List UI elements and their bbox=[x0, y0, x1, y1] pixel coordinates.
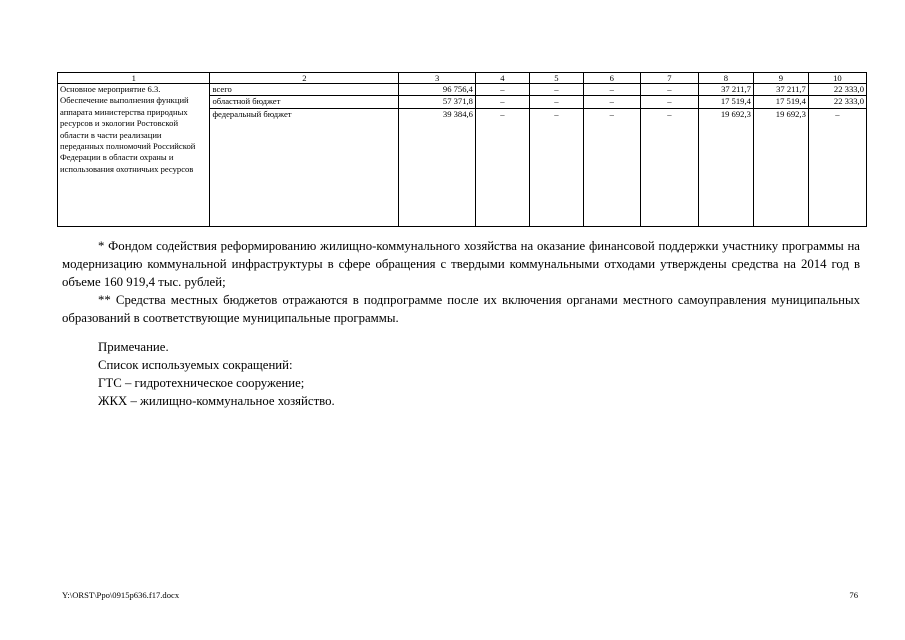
total-cell: 96 756,4 bbox=[399, 84, 476, 96]
footnote-2: ** Средства местных бюджетов отражаются в подпрограмме после их включения органами местного самоуправления муниципальных образований в соответствующие муниципальные программы. bbox=[62, 293, 860, 325]
year-cell: – bbox=[583, 84, 640, 96]
year-cell: – bbox=[529, 84, 583, 96]
column-header: 8 bbox=[698, 73, 753, 84]
column-header: 2 bbox=[210, 73, 399, 84]
remarks-title: Примечание. bbox=[98, 340, 169, 354]
year-cell: – bbox=[529, 108, 583, 226]
year-cell: – bbox=[640, 108, 698, 226]
abbreviation-item: ЖКХ – жилищно-коммунальное хозяйство. bbox=[98, 394, 335, 408]
year-cell: 37 211,7 bbox=[698, 84, 753, 96]
abbreviations-title: Список используемых сокращений: bbox=[98, 358, 293, 372]
year-cell: – bbox=[475, 84, 529, 96]
year-cell: – bbox=[475, 96, 529, 108]
total-cell: 57 371,8 bbox=[399, 96, 476, 108]
year-cell: 19 692,3 bbox=[753, 108, 808, 226]
year-cell: 17 519,4 bbox=[753, 96, 808, 108]
column-header: 4 bbox=[475, 73, 529, 84]
year-cell: 37 211,7 bbox=[753, 84, 808, 96]
footnote-1: * Фондом содействия реформированию жилищно-коммунального хозяйства на оказание финансовой поддержки участнику программы на модернизацию коммунальной инфраструктуры в сфере обращения с твердыми коммунальными отходами утверждены средства на 2014 год в объеме 160 919,4 тыс. рублей; bbox=[62, 239, 860, 289]
budget-table bbox=[57, 72, 867, 227]
year-cell: 17 519,4 bbox=[698, 96, 753, 108]
column-header: 7 bbox=[640, 73, 698, 84]
column-header: 5 bbox=[529, 73, 583, 84]
year-cell: 19 692,3 bbox=[698, 108, 753, 226]
table-row bbox=[58, 84, 867, 96]
abbreviation-item: ГТС – гидротехническое сооружение; bbox=[98, 376, 305, 390]
funding-source-cell: федеральный бюджет bbox=[210, 108, 399, 226]
event-name-cell: Основное мероприятие 6.3. Обеспечение выполнения функций аппарата министерства природных ресурсов и экологии Ростовской области в части реализации переданных полномочий Российской Федерации в области охраны и использования охотничьих ресурсов bbox=[58, 84, 210, 227]
year-cell: 22 333,0 bbox=[808, 84, 866, 96]
funding-source-cell: всего bbox=[210, 84, 399, 96]
column-header: 10 bbox=[808, 73, 866, 84]
column-header: 6 bbox=[583, 73, 640, 84]
year-cell: – bbox=[475, 108, 529, 226]
year-cell: – bbox=[529, 96, 583, 108]
column-header: 9 bbox=[753, 73, 808, 84]
year-cell: – bbox=[583, 108, 640, 226]
table-header-row bbox=[58, 73, 867, 84]
column-header: 1 bbox=[58, 73, 210, 84]
footer-file-path: Y:\ORST\Ppo\0915p636.f17.docx bbox=[62, 590, 180, 600]
year-cell: 22 333,0 bbox=[808, 96, 866, 108]
footnotes bbox=[62, 237, 860, 327]
funding-source-cell: областной бюджет bbox=[210, 96, 399, 108]
column-header: 3 bbox=[399, 73, 476, 84]
year-cell: – bbox=[808, 108, 866, 226]
total-cell: 39 384,6 bbox=[399, 108, 476, 226]
year-cell: – bbox=[640, 96, 698, 108]
page-number: 76 bbox=[849, 590, 858, 600]
year-cell: – bbox=[583, 96, 640, 108]
remarks-block bbox=[98, 338, 335, 410]
year-cell: – bbox=[640, 84, 698, 96]
